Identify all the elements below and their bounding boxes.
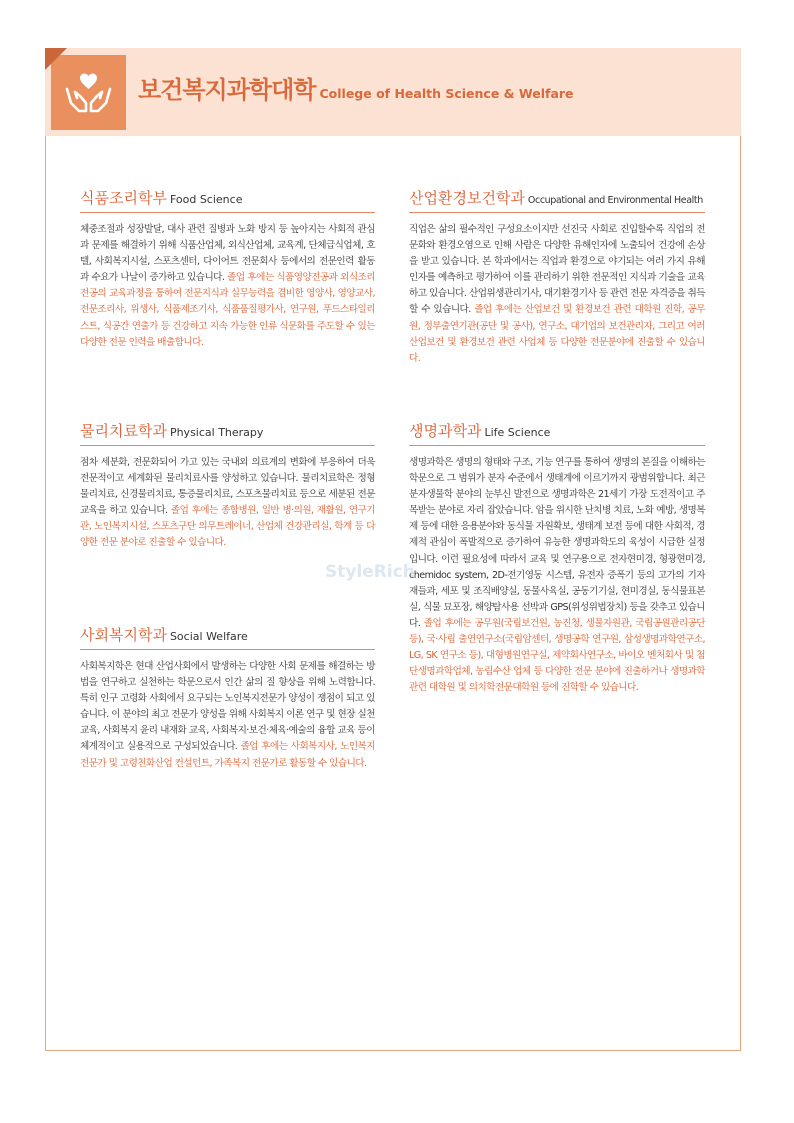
- dept-title: [80, 420, 375, 446]
- dept-description: [80, 222, 375, 351]
- dept-career-highlight: 졸업 후에는 종합병원, 일반 병·의원, 재활원, 연구기관, 노인복지시설, 스포츠구단 의무트레이너, 산업체 건강관리실, 학계 등 다양한 전문 분야로 진출할 수 있습니다.: [80, 505, 375, 549]
- dept-title-en: Social Welfare: [169, 630, 248, 643]
- dept-physical-therapy: [80, 420, 375, 561]
- dept-title-ko: 물리치료학과: [80, 422, 167, 440]
- page-title: [138, 70, 574, 105]
- hands-heart-icon: [63, 67, 114, 118]
- dept-title-ko: 식품조리학부: [80, 189, 167, 207]
- dept-title-en: Occupational and Environmental Health: [527, 195, 703, 206]
- dept-title-ko: 산업환경보건학과: [409, 189, 525, 207]
- dept-career-highlight: 졸업 후에는 사회복지사, 노인복지 전문가 및 고령친화산업 컨설턴트, 가족복지 전문가로 활동할 수 있습니다.: [80, 741, 375, 769]
- dept-title: [409, 187, 705, 213]
- dept-title: [80, 624, 375, 650]
- dept-title-ko: 사회복지학과: [80, 626, 167, 644]
- dept-title: [80, 187, 375, 213]
- dept-body-text: 점차 세분화, 전문화되어 가고 있는 국내외 의료계의 변화에 부응하여 더욱 전문적이고 세계화된 물리치료사를 양성하고 있습니다. 물리치료학은 정형물리치료, 신경물리치료, 통증물리치료, 스포츠물리치료 등으로 세분된 전문교육을 하고 있습니다.: [80, 457, 375, 517]
- dept-title-ko: 생명과학과: [409, 422, 482, 440]
- dept-description: [409, 455, 705, 696]
- watermark: StyleRich: [325, 562, 415, 582]
- dept-description: [80, 659, 375, 772]
- dept-description: [80, 455, 375, 552]
- college-icon-box: [51, 55, 126, 130]
- dept-social-welfare: [80, 624, 375, 781]
- dept-food-science: [80, 187, 375, 360]
- dept-title: [409, 420, 705, 446]
- dept-career-highlight: 졸업 후에는 식품영양전공과 외식조리전공의 교육과정을 통하여 전문지식과 실무능력을 겸비한 영양사, 영양교사, 전문조리사, 위생사, 식품제조기사, 식품품질평가사, 연구원, 푸드스타일리스트, 식공간 연출가 등 건강하고 지속 가능한 인류 식문화를 주도할 수 있는 다양한 전문 인력을 배출합니다.: [80, 272, 375, 348]
- college-title-ko: 보건복지과학대학: [138, 76, 316, 104]
- college-title-en: College of Health Science & Welfare: [319, 86, 574, 101]
- dept-body-text: 직업은 삶의 필수적인 구성요소이지만 선진국 사회로 진입할수록 직업의 전문화와 환경오염으로 인해 사람은 다양한 유해인자에 노출되어 건강에 손상을 받고 있습니다. 본 학과에서는 직업과 환경으로 야기되는 여러 가지 유해인자를 예측하고 평가하여 이를 관리하기 위한 전문적인 지식과 기술을 교육하고 있습니다. 산업위생관리기사, 대기환경기사 등 관련 전문 자격증을 취득할 수 있습니다.: [409, 224, 705, 316]
- dept-description: [409, 222, 705, 367]
- dept-career-highlight: 졸업 후에는 공무원(국립보건원, 농진청, 생물자원관, 국립공원관리공단 등), 국·사립 출연연구소(국립암센터, 생명공학 연구원, 삼성생명과학연구소, LG, SK 연구소 등), 대형병원연구실, 제약회사연구소, 바이오 벤처회사 및 첨단생명과학업체, 농림수산 업체 등 다양한 전문 분야에 진출하거나 생명과학 관련 대학원 및 의치학전문대학원 등에 진학할 수 있습니다.: [409, 617, 705, 694]
- dept-title-en: Food Science: [169, 193, 243, 206]
- dept-occupational-health: [409, 187, 705, 376]
- dept-title-en: Life Science: [484, 426, 551, 439]
- dept-title-en: Physical Therapy: [169, 426, 264, 439]
- dept-body-text: 생명과학은 생명의 형태와 구조, 기능 연구를 통하여 생명의 본질을 이해하는 학문으로 그 범위가 분자 수준에서 생태계에 이르기까지 광범위합니다. 최근 분자생물학 분야의 눈부신 발전으로 생명과학은 21세기 가장 도전적이고 주목받는 분야로 자리 잡았습니다. 암을 위시한 난치병 치료, 노화 예방, 생명복제 등에 대한 응용분야와 동식물 자원확보, 생태계 보전 등에 대한 사회적, 경제적 관심이 폭발적으로 증가하여 유능한 생명과학도의 육성이 시급한 실정입니다. 이런 필요성에 따라서 교육 및 연구용으로 전자현미경, 형광현미경, chemidoc system, 2D-전기영동 시스템, 유전자 증폭기 등의 고가의 기자재들과, 세포 및 조직배양실, 동물사육실, 공동기기실, 현미경실, 동식물표본실, 식물 묘포장, 해양탐사용 선박과 GPS(위성위법장치) 등을 갖추고 있습니다.: [409, 457, 705, 629]
- dept-career-highlight: 졸업 후에는 산업보건 및 환경보건 관련 대학원 진학, 공무원, 정부출연기관(공단 및 공사), 연구소, 대기업의 보건관리자, 그리고 여러 산업보건 및 환경보건 관련 사업체 등 다양한 전문분야에 진출할 수 있습니다.: [409, 304, 705, 364]
- dept-body-text: 체중조절과 성장발달, 대사 관련 질병과 노화 방지 등 높아지는 사회적 관심과 문제를 해결하기 위해 식품산업체, 외식산업체, 교육계, 단체급식업체, 호텔, 사회복지시설, 스포츠센터, 다이어트 전문회사 등에서의 전문인력 활동과 수요가 나날이 증가하고 있습니다.: [80, 224, 375, 284]
- dept-body-text: 사회복지학은 현대 산업사회에서 발생하는 다양한 사회 문제를 해결하는 방법을 연구하고 실천하는 학문으로서 인간 삶의 질 향상을 위해 노력합니다. 특히 인구 고령화 사회에서 요구되는 노인복지전문가 양성이 쟁점이 되고 있습니다. 이 분야의 최고 전문가 양성을 위해 사회복지 이론 연구 및 현장 실천 교육, 사회복지 윤리 내재화 교육, 사회복지·보건·체육·예술의 융합 교육 등이 체계적이고 실용적으로 구성되었습니다.: [80, 661, 375, 753]
- dept-life-science: [409, 420, 705, 706]
